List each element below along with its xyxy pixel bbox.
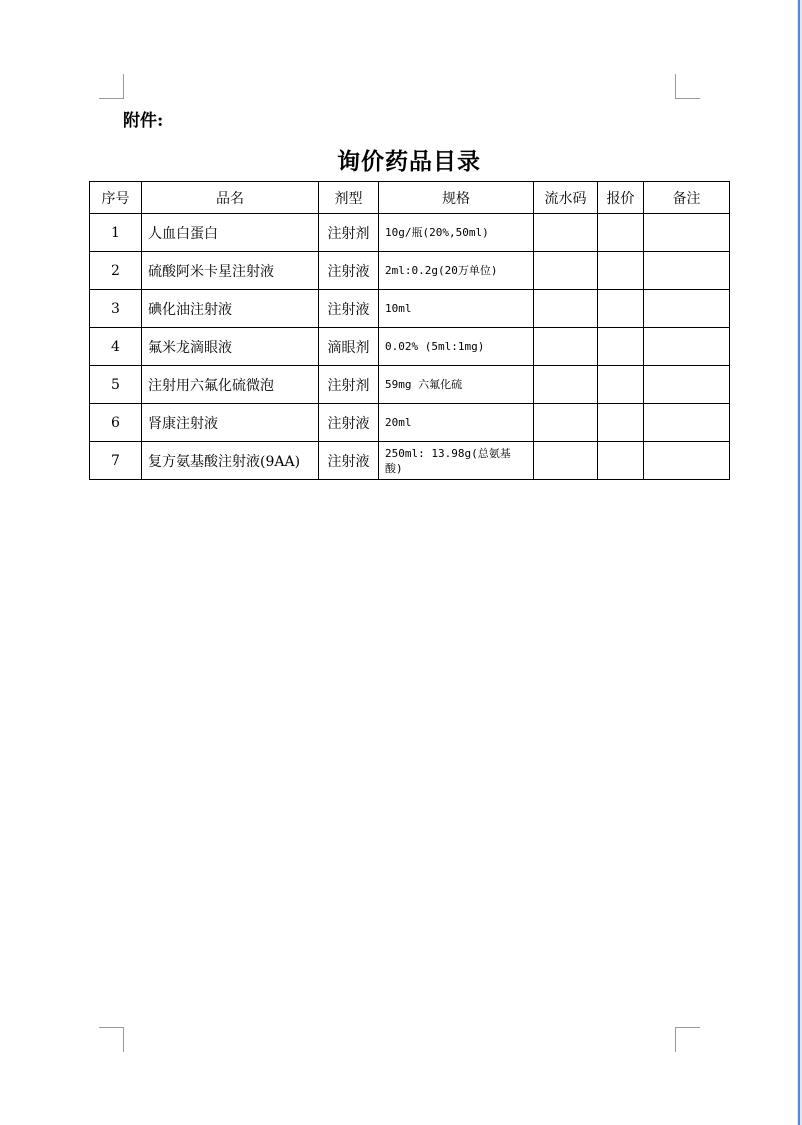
- cell-spec: 250ml: 13.98g(总氨基酸): [379, 442, 534, 480]
- cell-form: 注射剂: [319, 214, 379, 252]
- cell-quote[interactable]: [598, 366, 644, 404]
- cell-remark[interactable]: [644, 328, 730, 366]
- cell-serial[interactable]: [534, 404, 598, 442]
- cell-form: 注射液: [319, 404, 379, 442]
- cell-serial[interactable]: [534, 328, 598, 366]
- cell-form: 注射剂: [319, 366, 379, 404]
- cell-remark[interactable]: [644, 404, 730, 442]
- cell-quote[interactable]: [598, 404, 644, 442]
- cell-remark[interactable]: [644, 214, 730, 252]
- cell-form: 注射液: [319, 252, 379, 290]
- cell-name: 氟米龙滴眼液: [142, 328, 319, 366]
- header-form: 剂型: [319, 182, 379, 214]
- cell-name: 复方氨基酸注射液(9AA): [142, 442, 319, 480]
- cell-quote[interactable]: [598, 328, 644, 366]
- table-row: [90, 252, 730, 290]
- drug-catalog-table: [89, 181, 730, 480]
- cell-serial[interactable]: [534, 366, 598, 404]
- table-header-row: [90, 182, 730, 214]
- cell-seq: 1: [90, 214, 142, 252]
- cell-spec: 0.02% (5ml:1mg): [379, 328, 534, 366]
- cell-remark[interactable]: [644, 442, 730, 480]
- cell-form: 滴眼剂: [319, 328, 379, 366]
- cell-quote[interactable]: [598, 290, 644, 328]
- cell-name: 碘化油注射液: [142, 290, 319, 328]
- cell-spec: 10ml: [379, 290, 534, 328]
- table-row: [90, 442, 730, 480]
- cell-spec: 2ml:0.2g(20万单位): [379, 252, 534, 290]
- document-title: 询价药品目录: [337, 148, 481, 175]
- cell-quote[interactable]: [598, 442, 644, 480]
- cell-remark[interactable]: [644, 252, 730, 290]
- cell-seq: 7: [90, 442, 142, 480]
- cell-name: 肾康注射液: [142, 404, 319, 442]
- cell-name: 注射用六氟化硫微泡: [142, 366, 319, 404]
- table-row: [90, 290, 730, 328]
- crop-mark-top-left: [99, 74, 124, 99]
- cell-name: 硫酸阿米卡星注射液: [142, 252, 319, 290]
- crop-mark-top-right: [675, 74, 700, 99]
- header-quote: 报价: [598, 182, 644, 214]
- cell-seq: 6: [90, 404, 142, 442]
- cell-seq: 5: [90, 366, 142, 404]
- header-name: 品名: [142, 182, 319, 214]
- table-row: [90, 328, 730, 366]
- cell-spec: 59mg 六氟化硫: [379, 366, 534, 404]
- cell-serial[interactable]: [534, 290, 598, 328]
- table-row: [90, 366, 730, 404]
- header-serial: 流水码: [534, 182, 598, 214]
- cell-spec: 10g/瓶(20%,50ml): [379, 214, 534, 252]
- cell-seq: 3: [90, 290, 142, 328]
- cell-seq: 4: [90, 328, 142, 366]
- crop-mark-bottom-left: [99, 1027, 124, 1052]
- cell-spec: 20ml: [379, 404, 534, 442]
- cell-form: 注射液: [319, 290, 379, 328]
- cell-remark[interactable]: [644, 366, 730, 404]
- cell-remark[interactable]: [644, 290, 730, 328]
- table-row: [90, 404, 730, 442]
- header-seq: 序号: [90, 182, 142, 214]
- cell-name: 人血白蛋白: [142, 214, 319, 252]
- table-row: [90, 214, 730, 252]
- cell-form: 注射液: [319, 442, 379, 480]
- cell-serial[interactable]: [534, 214, 598, 252]
- attachment-label: 附件:: [123, 111, 164, 131]
- page-edge-line: [798, 0, 800, 1125]
- cell-serial[interactable]: [534, 442, 598, 480]
- header-remark: 备注: [644, 182, 730, 214]
- cell-quote[interactable]: [598, 214, 644, 252]
- cell-serial[interactable]: [534, 252, 598, 290]
- crop-mark-bottom-right: [675, 1027, 700, 1052]
- cell-seq: 2: [90, 252, 142, 290]
- header-spec: 规格: [379, 182, 534, 214]
- cell-quote[interactable]: [598, 252, 644, 290]
